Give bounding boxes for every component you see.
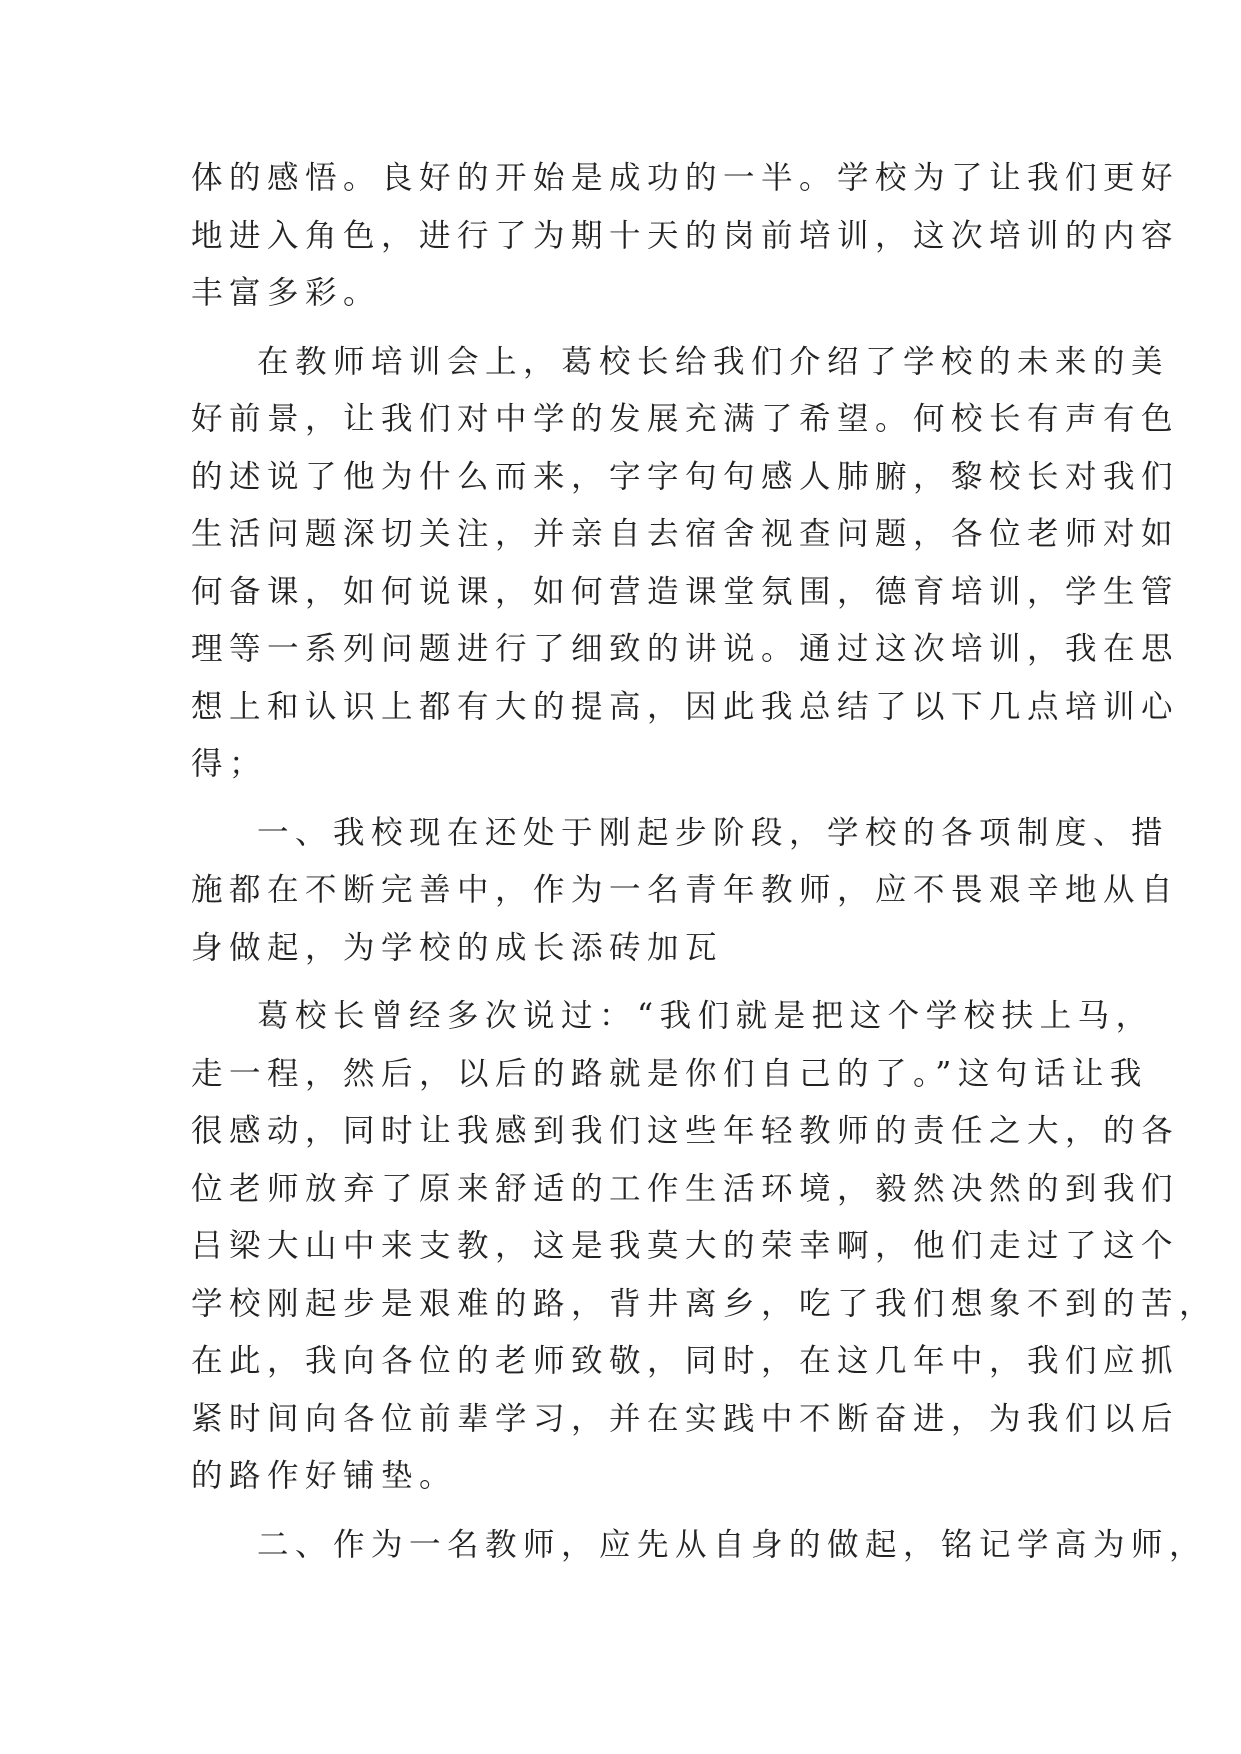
text-line: 位老师放弃了原来舒适的工作生活环境，毅然决然的到我们 — [191, 1170, 1180, 1207]
paragraph-2 — [191, 334, 1180, 794]
text-line: 的述说了他为什么而来，字字句句感人肺腑，黎校长对我们 — [191, 458, 1180, 495]
text-line: 生活问题深切关注，并亲自去宿舍视查问题，各位老师对如 — [191, 516, 1180, 552]
text-line: 吕梁大山中来支教，这是我莫大的荣幸啊，他们走过了这个 — [191, 1228, 1180, 1264]
document-body — [191, 150, 1218, 1585]
text-line: 在教师培训会上，葛校长给我们介绍了学校的未来的美 — [257, 343, 1170, 380]
paragraph-5 — [191, 1517, 1208, 1575]
text-line: 学校刚起步是艰难的路，背井离乡，吃了我们想象不到的苦， — [191, 1285, 1218, 1322]
text-line: 葛校长曾经多次说过：“我们就是把这个学校扶上马， — [257, 998, 1154, 1034]
text-line: 的路作好铺垫。 — [191, 1458, 458, 1494]
text-line: 何备课，如何说课，如何营造课堂氛围，德育培训，学生管 — [191, 573, 1180, 610]
text-line: 在此，我向各位的老师致敬，同时，在这几年中，我们应抓 — [191, 1343, 1180, 1379]
text-line: 好前景，让我们对中学的发展充满了希望。何校长有声有色 — [191, 401, 1180, 437]
paragraph-1 — [191, 150, 1180, 323]
text-line: 很感动，同时让我感到我们这些年轻教师的责任之大，的各 — [191, 1113, 1180, 1149]
text-line: 理等一系列问题进行了细致的讲说。通过这次培训，我在思 — [191, 631, 1180, 667]
paragraph-3 — [191, 805, 1180, 978]
text-line: 二、作为一名教师，应先从自身的做起，铭记学高为师， — [257, 1526, 1208, 1563]
text-line: 施都在不断完善中，作为一名青年教师，应不畏艰辛地从自 — [191, 872, 1180, 908]
text-line: 得； — [191, 746, 268, 782]
text-line: 一、我校现在还处于刚起步阶段，学校的各项制度、措 — [257, 814, 1170, 851]
text-line: 走一程，然后，以后的路就是你们自己的了。”这句话让我 — [191, 1055, 1148, 1092]
text-line: 紧时间向各位前辈学习，并在实践中不断奋进，为我们以后 — [191, 1400, 1180, 1437]
paragraph-4 — [191, 988, 1218, 1506]
text-line: 地进入角色，进行了为期十天的岗前培训，这次培训的内容 — [191, 217, 1180, 254]
text-line: 身做起，为学校的成长添砖加瓦 — [191, 929, 724, 966]
text-line: 丰富多彩。 — [191, 275, 382, 311]
text-line: 体的感悟。良好的开始是成功的一半。学校为了让我们更好 — [191, 160, 1180, 196]
text-line: 想上和认识上都有大的提高，因此我总结了以下几点培训心 — [191, 688, 1180, 725]
